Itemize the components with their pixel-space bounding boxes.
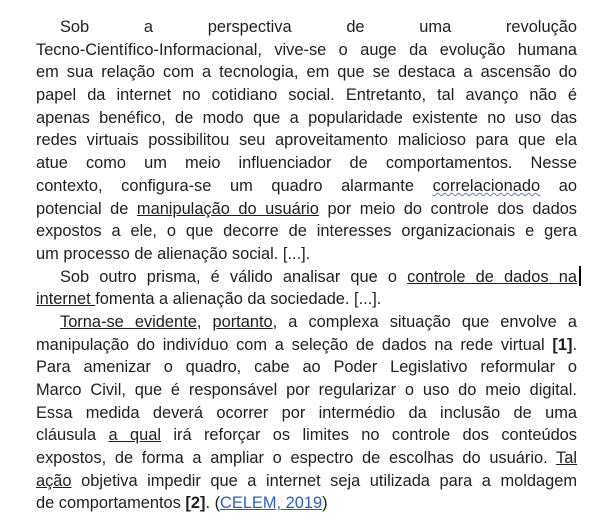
text-run: . (: [205, 494, 221, 513]
underlined-text: a qual: [108, 426, 161, 445]
text-line: [36, 311, 577, 334]
text-line: [36, 39, 577, 62]
text-run: atue como um meio influenciador de comportamentos. Nesse: [36, 154, 577, 173]
underlined-text: portanto: [212, 312, 273, 331]
text-line: [36, 243, 577, 266]
text-line: [36, 84, 577, 107]
underlined-text: ação: [36, 471, 72, 490]
text-line: [36, 175, 577, 198]
text-run: objetiva impedir que a internet seja utilizada para a moldagem: [71, 471, 577, 490]
text-run: ao: [540, 176, 577, 195]
text-run: irá reforçar os limites no controle dos conteúdos: [161, 426, 577, 445]
text-run: .: [572, 335, 577, 354]
text-line: [36, 402, 577, 425]
text-run: papel da internet no cotidiano social. Entretanto, tal avanço não é: [36, 86, 577, 105]
text-run: Marco Civil, que é responsável por regularizar o uso do meio digital.: [36, 381, 577, 399]
text-run: Sob outro prisma, é válido analisar que o: [60, 267, 408, 286]
text-run: de comportamentos: [36, 494, 186, 513]
text-line: [36, 129, 577, 152]
underlined-text: manipulação do usuário: [136, 199, 319, 218]
reference-marker: [1]: [552, 335, 573, 354]
text-line: [36, 447, 577, 470]
text-run: em sua relação com a tecnologia, em que se destaca a ascensão do: [36, 63, 577, 82]
text-run: cláusula: [36, 426, 109, 445]
reference-marker: [2]: [185, 494, 206, 513]
text-line: [36, 266, 577, 289]
text-run: expostos a ele, o que decorre de interesses organizacionais e gera: [36, 222, 577, 241]
text-line: [36, 107, 577, 130]
text-run: redes virtuais possibilitou seu aproveitamento malicioso para que ela: [36, 131, 577, 150]
text-run: Essa medida deverá ocorrer por intermédio da inclusão de uma: [36, 403, 577, 422]
text-line: [36, 379, 577, 402]
text-run: manipulação do indivíduo com a seleção de dados na rede virtual: [36, 335, 553, 354]
text-run: expostos, de forma a ampliar o espectro de escolhas do usuário.: [36, 449, 557, 468]
text-line: [36, 16, 577, 39]
text-line: [36, 152, 577, 175]
text-run: ): [322, 494, 328, 513]
text-run: contexto, configura-se um quadro alarmante: [36, 176, 433, 195]
text-line: [36, 61, 577, 84]
text-run: um processo de alienação social. [...].: [36, 244, 311, 263]
text-line: [36, 220, 577, 243]
document-body[interactable]: [36, 16, 577, 515]
text-line: [36, 470, 577, 493]
text-run: fomenta a alienação da sociedade. [...].: [95, 290, 382, 309]
underlined-text: controle de dados na: [407, 267, 577, 286]
underlined-text: Torna-se evidente: [60, 312, 197, 331]
text-line: [36, 198, 577, 221]
underlined-text: internet: [36, 290, 96, 309]
text-line: [36, 424, 577, 447]
spellcheck-flagged-word: correlacionado: [432, 176, 541, 195]
underlined-text: Tal: [556, 449, 577, 468]
text-line: [36, 492, 577, 515]
citation-link[interactable]: CELEM, 2019: [220, 494, 323, 513]
text-run: ,: [196, 312, 213, 331]
text-run: Sob a perspectiva de uma revolução: [60, 18, 577, 36]
text-line: [36, 288, 577, 311]
text-run: apenas benéfico, de modo que a popularidade existente no uso das: [36, 108, 577, 127]
text-run: Tecno-Científico-Informacional, vive-se o auge da evolução humana: [36, 40, 577, 59]
text-line: [36, 334, 577, 357]
text-run: potencial de: [36, 199, 137, 218]
text-line: [36, 356, 577, 379]
text-run: Para amenizar o quadro, cabe ao Poder Legislativo reformular o: [36, 358, 577, 377]
text-cursor: [579, 266, 581, 286]
text-run: , a complexa situação que envolve a: [272, 312, 577, 331]
text-run: por meio do controle dos dados: [318, 199, 578, 218]
